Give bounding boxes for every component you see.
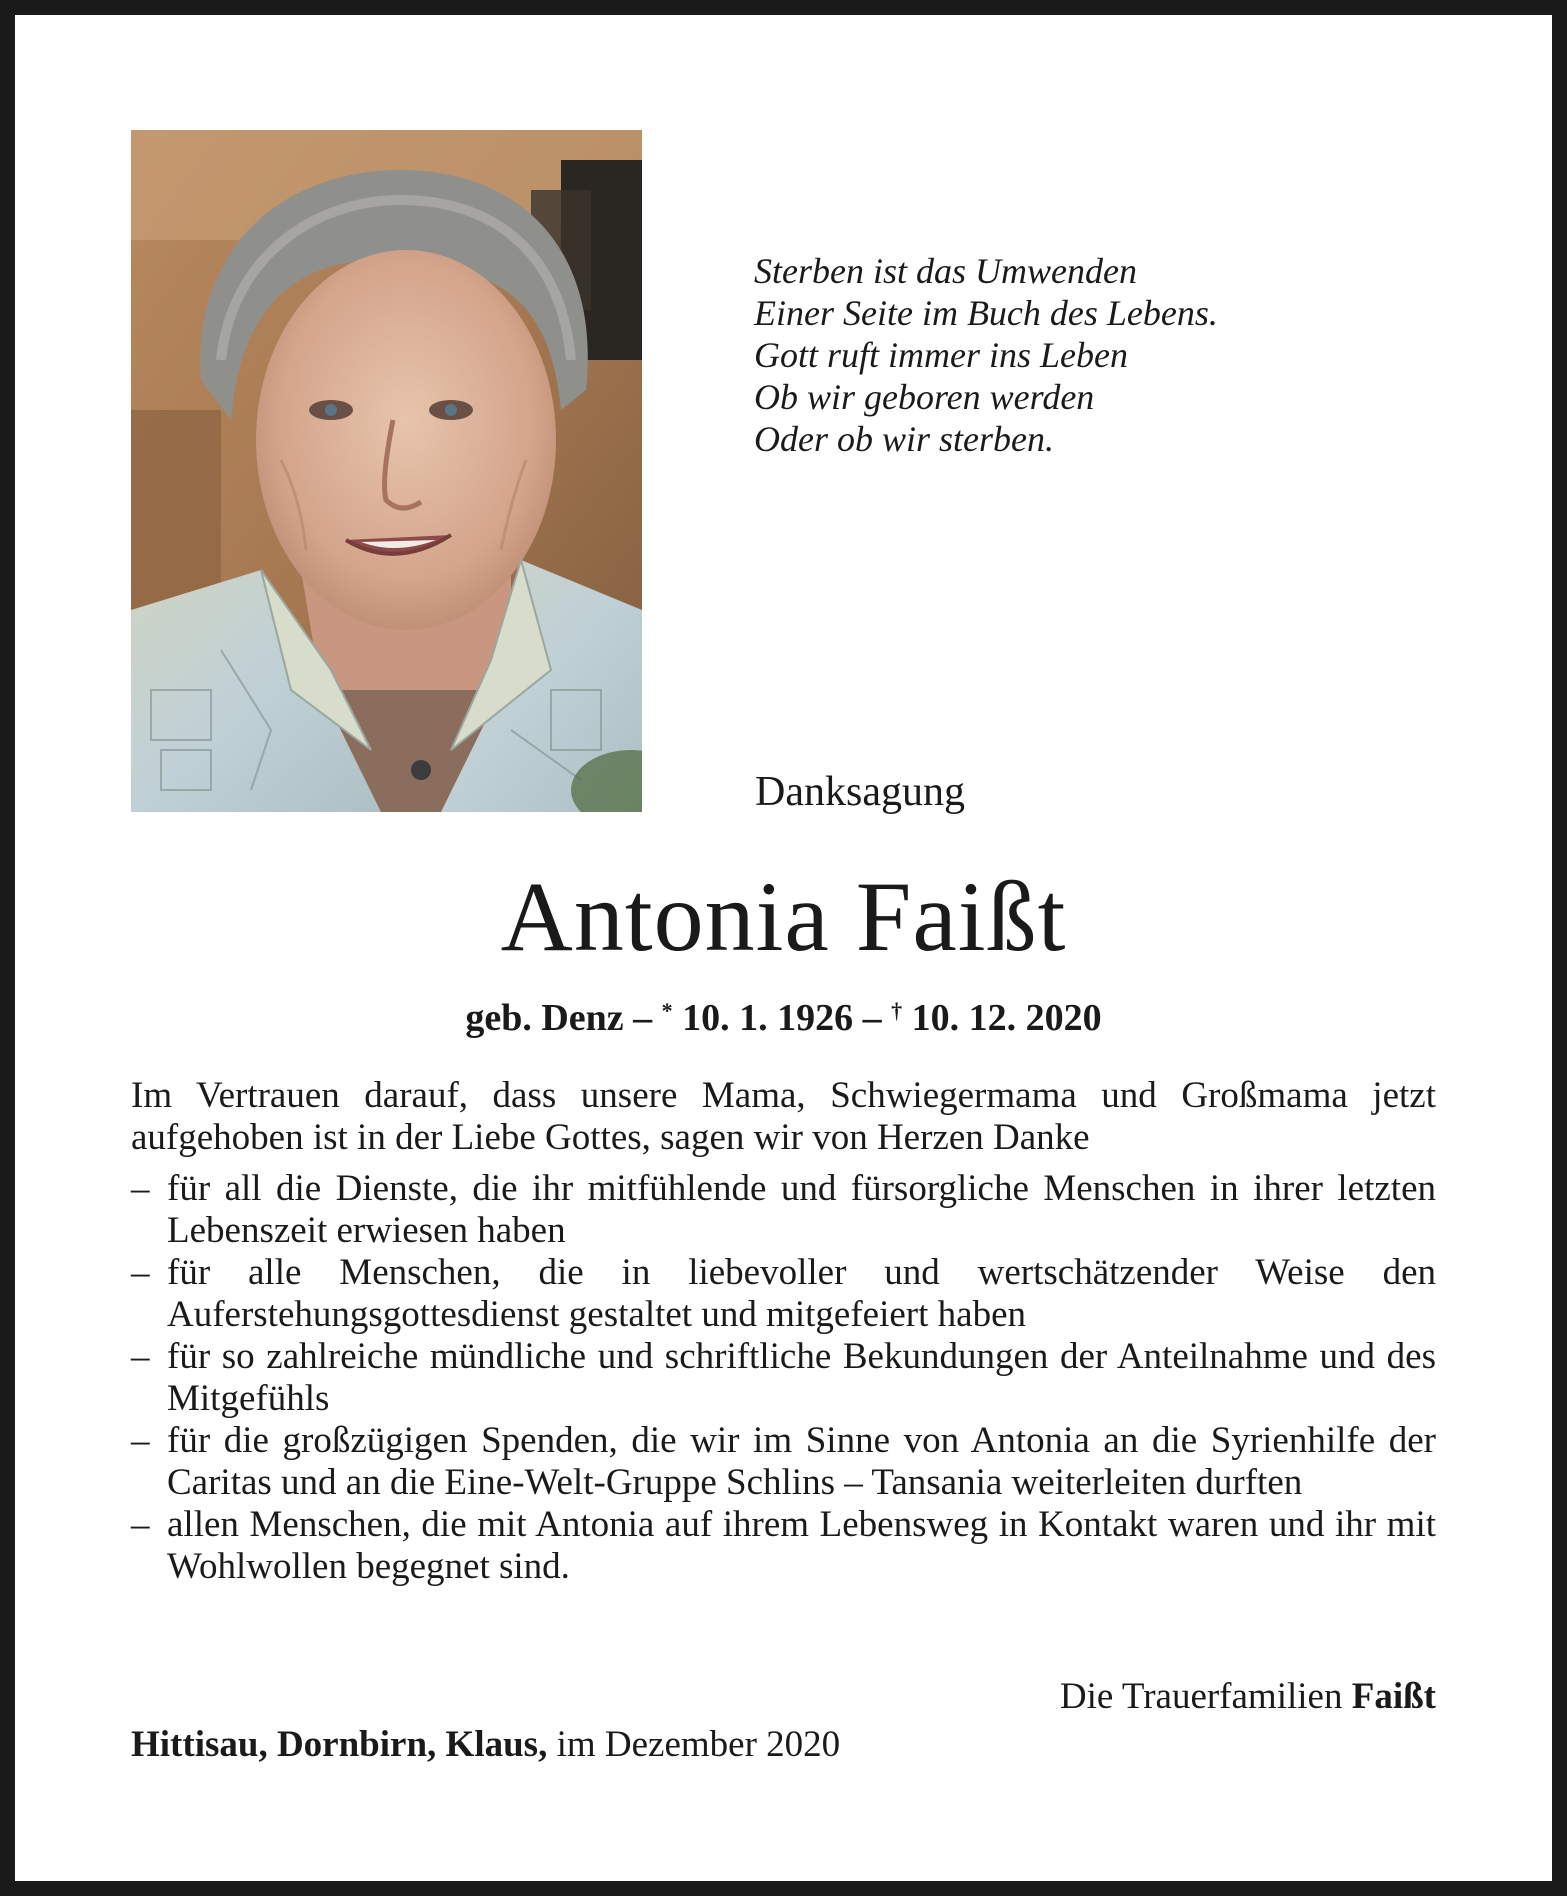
birth-symbol: * bbox=[661, 998, 673, 1023]
death-date: 10. 12. 2020 bbox=[911, 997, 1102, 1039]
list-marker: – bbox=[131, 1420, 150, 1461]
signature bbox=[1060, 1675, 1436, 1719]
date-separator: – bbox=[862, 997, 882, 1039]
list-item-text: für die großzügigen Spenden, die wir im Sinne von Antonia an die Syrienhilfe der Caritas und an die Eine-Welt-Gruppe Schlins – Tansania weiterleiten durften bbox=[167, 1420, 1436, 1503]
poem-line: Einer Seite im Buch des Lebens. bbox=[754, 293, 1218, 333]
place-date: im Dezember 2020 bbox=[556, 1724, 841, 1765]
list-marker: – bbox=[131, 1252, 150, 1293]
life-dates bbox=[0, 988, 1567, 1041]
list-item-text: allen Menschen, die mit Antonia auf ihrem Lebensweg in Kontakt waren und ihr mit Wohlwollen begegnet sind. bbox=[167, 1504, 1436, 1587]
heading-danksagung: Danksagung bbox=[755, 769, 965, 815]
list-item bbox=[131, 1252, 1436, 1336]
list-item bbox=[131, 1168, 1436, 1252]
deceased-name: Antonia Faißt bbox=[500, 861, 1067, 972]
list-marker: – bbox=[131, 1168, 150, 1209]
portrait-photo bbox=[131, 130, 642, 812]
list-marker: – bbox=[131, 1504, 150, 1545]
list-item-text: für alle Menschen, die in liebevoller und wertschätzender Weise den Auferstehungsgottesdienst gestaltet und mitgefeiert haben bbox=[167, 1252, 1436, 1335]
poem-line: Ob wir geboren werden bbox=[754, 377, 1095, 417]
birth-date: 10. 1. 1926 bbox=[682, 997, 854, 1039]
poem bbox=[754, 250, 1218, 460]
list-item-text: für so zahlreiche mündliche und schriftliche Bekundungen der Anteilnahme und des Mitgefühls bbox=[167, 1336, 1436, 1419]
list-item bbox=[131, 1504, 1436, 1588]
signature-prefix: Die Trauerfamilien bbox=[1059, 1676, 1343, 1717]
poem-line: Gott ruft immer ins Leben bbox=[754, 335, 1128, 375]
maiden-name: geb. Denz bbox=[465, 997, 624, 1039]
list-item-text: für all die Dienste, die ihr mitfühlende und fürsorgliche Menschen in ihrer letzten Lebenszeit erwiesen haben bbox=[167, 1168, 1436, 1251]
list-item bbox=[131, 1336, 1436, 1420]
thanks-list bbox=[131, 1168, 1436, 1588]
place-towns: Hittisau, Dornbirn, Klaus, bbox=[131, 1724, 548, 1765]
death-symbol: † bbox=[891, 998, 903, 1023]
list-marker: – bbox=[131, 1336, 150, 1377]
signature-family: Faißt bbox=[1351, 1676, 1436, 1717]
intro-paragraph: Im Vertrauen darauf, dass unsere Mama, Schwiegermama und Großmama jetzt aufgehoben ist in der Liebe Gottes, sagen wir von Herzen Danke bbox=[131, 1075, 1436, 1158]
place-and-date bbox=[131, 1723, 840, 1767]
date-separator: – bbox=[633, 997, 653, 1039]
list-item bbox=[131, 1420, 1436, 1504]
poem-line: Oder ob wir sterben. bbox=[754, 419, 1054, 459]
poem-line: Sterben ist das Umwenden bbox=[754, 251, 1137, 291]
